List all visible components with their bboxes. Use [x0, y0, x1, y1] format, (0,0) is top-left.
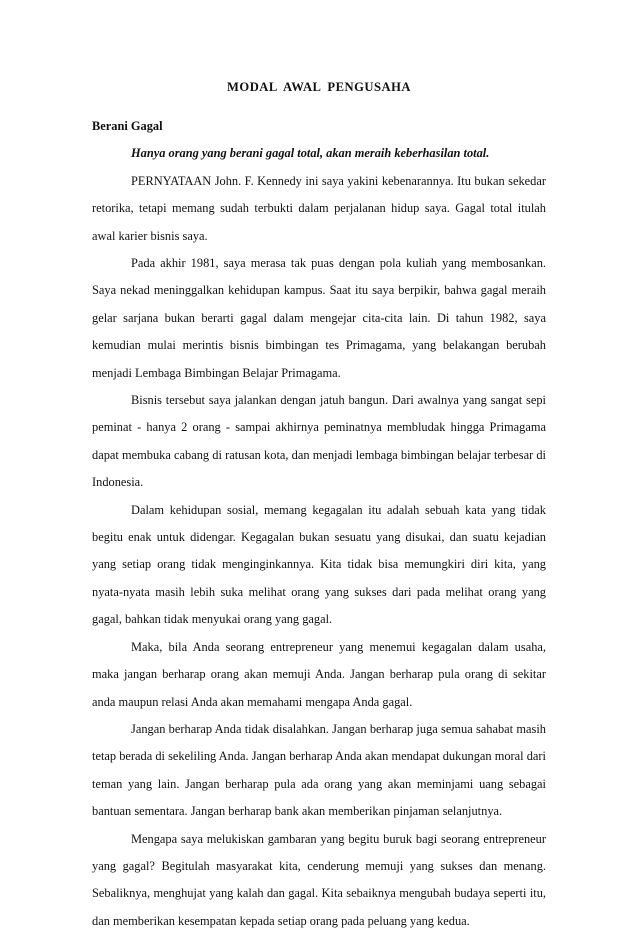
document-body [92, 113, 546, 935]
section-heading: Berani Gagal [92, 119, 163, 133]
paragraph-4: Dalam kehidupan sosial, memang kegagalan itu adalah sebuah kata yang tidak begitu enak untuk didengar. Kegagalan bukan sesuatu yang disukai, dan suatu kejadian yang setiap orang tidak menginginkannya. Kita tidak bisa memungkiri diri kita, yang nyata-nyata masih lebih suka melihat orang yang sukses dari pada melihat orang yang gagal, bahkan tidak menyukai orang yang gagal. [92, 502, 546, 627]
paragraph-2: Pada akhir 1981, saya merasa tak puas dengan pola kuliah yang membosankan. Saya nekad meninggalkan kehidupan kampus. Saat itu saya berpikir, bahwa gagal meraih gelar sarjana bukan berarti gagal dalam mengejar cita-cita lain. Di tahun 1982, saya kemudian mulai merintis bisnis bimbingan tes Primagama, yang belakangan berubah menjadi Lembaga Bimbingan Belajar Primagama. [92, 256, 546, 380]
paragraph-1: PERNYATAAN John. F. Kennedy ini saya yakini kebenarannya. Itu bukan sekedar retorika, tetapi memang sudah terbukti dalam perjalanan hidup saya. Gagal total itulah awal karier bisnis saya. [92, 173, 546, 243]
epigraph-quote: Hanya orang yang berani gagal total, akan meraih keberhasilan total. [131, 146, 490, 161]
document-title: MODAL AWAL PENGUSAHA [227, 80, 411, 94]
paragraph-7: Mengapa saya melukiskan gambaran yang begitu buruk bagi seorang entrepreneur yang gagal? Begitulah masyarakat kita, cenderung memuji yang sukses dan menang. Sebaliknya, menghujat yang kalah dan gagal. Kita sebaiknya mengubah budaya seperti itu, dan memberikan kesempatan kepada setiap orang pada peluang yang kedua. [92, 831, 546, 928]
paragraph-6: Jangan berharap Anda tidak disalahkan. Jangan berharap juga semua sahabat masih tetap berada di sekeliling Anda. Jangan berharap Anda akan mendapat dukungan moral dari teman yang lain. Jangan berharap pula ada orang yang akan meminjami uang sebagai bantuan sementara. Jangan berharap bank akan memberikan pinjaman selanjutnya. [92, 721, 546, 819]
paragraph-5: Maka, bila Anda seorang entrepreneur yang menemui kegagalan dalam usaha, maka jangan berharap orang akan memuji Anda. Jangan berharap pula orang di sekitar anda maupun relasi Anda akan memahami mengapa Anda gagal. [92, 639, 546, 709]
paragraph-3: Bisnis tersebut saya jalankan dengan jatuh bangun. Dari awalnya yang sangat sepi peminat - hanya 2 orang - sampai akhirnya peminatnya membludak hingga Primagama dapat membuka cabang di ratusan kota, dan menjadi lembaga bimbingan belajar terbesar di Indonesia. [92, 393, 546, 490]
